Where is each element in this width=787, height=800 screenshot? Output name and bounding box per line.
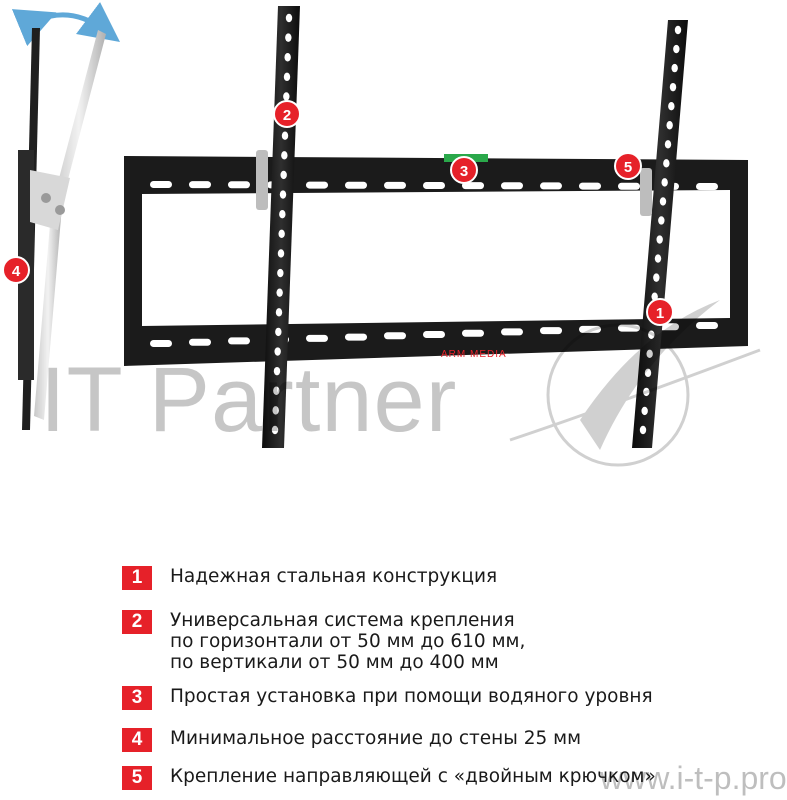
feature-item-2 [122,610,525,673]
rail-hole [668,102,674,110]
rail-hole [663,159,669,167]
rail-hole [276,308,282,316]
feature-item-1 [122,566,497,590]
rail-hole [286,14,292,22]
feature-number-badge: 5 [122,766,152,790]
feature-item-5 [122,766,656,790]
feature-number-badge: 2 [122,610,152,634]
rail-hole [641,407,647,415]
mount-slot [462,330,484,337]
svg-text:4: 4 [11,263,21,280]
callout-1 [647,299,673,325]
rail-hole [655,254,661,262]
feature-text: Надежная стальная конструкция [170,566,498,587]
svg-text:2: 2 [282,107,292,124]
rail-hole [675,26,681,34]
mount-slot [150,340,172,347]
feature-item-3 [122,686,653,710]
rail-hole [278,249,284,257]
feature-text: Универсальная система крепления по горизонтали от 50 мм до 610 мм, по вертикали от 50 мм до 400 мм [170,610,526,673]
mount-slot [384,182,406,189]
brand-logo: ARM MEDIA [441,349,507,360]
watermark-text: IT Partner [40,349,458,451]
rail-hole [671,64,677,72]
rail-hole [275,328,281,336]
mount-slot [189,181,211,188]
watermark-url: www.i-t-p.pro [600,760,787,796]
rail-hole [640,426,646,434]
mount-slot [189,339,211,346]
mount-slot [540,182,562,189]
rail-hole [279,210,285,218]
rail-hole [283,92,289,100]
rail-hole [665,140,671,148]
rail-hole [281,151,287,159]
feature-text: Простая установка при помощи водяного уровня [170,686,653,707]
rail-hole [276,288,282,296]
mount-slot [618,183,640,190]
mount-slot [696,183,718,190]
rail-hole [658,216,664,224]
rail-hole [656,235,662,243]
mount-slot [501,328,523,335]
mount-slot [696,322,718,329]
svg-text:1: 1 [655,305,665,322]
feature-number-badge: 4 [122,728,152,752]
rail-hole [280,171,286,179]
rail-hole [660,197,666,205]
feature-text: Минимальное расстояние до стены 25 мм [170,728,582,749]
rail-hole [277,269,283,277]
mount-slot [228,181,250,188]
mount-slot [501,182,523,189]
svg-text:3: 3 [459,163,469,180]
mount-slot [306,182,328,189]
svg-text:5: 5 [623,159,633,176]
rail-hole [280,190,286,198]
mount-slot [150,181,172,188]
callout-3 [451,157,477,183]
rail-hole [285,33,291,41]
callout-2 [274,101,300,127]
mount-slot [540,327,562,334]
feature-number-badge: 1 [122,566,152,590]
mount-slot [423,182,445,189]
mount-slot [306,335,328,342]
rail-hole [666,121,672,129]
mount-slot [345,334,367,341]
rail-hole [284,73,290,81]
rail-hole [673,45,679,53]
callout-4 [3,257,29,283]
mount-slot [228,337,250,344]
mount-slot [579,183,601,190]
rail-hole [284,53,290,61]
rail-hole [653,273,659,281]
feature-item-4 [122,728,581,752]
tilt-arrow-icon [38,15,104,30]
feature-number-badge: 3 [122,686,152,710]
rail-hole [282,132,288,140]
mount-slot [423,331,445,338]
rail-hole [670,83,676,91]
callout-5 [615,153,641,179]
rail-hole [278,230,284,238]
mount-slot [384,332,406,339]
rail-hole [661,178,667,186]
feature-text: Крепление направляющей с «двойным крючком» [170,766,656,787]
mount-slot [345,182,367,189]
